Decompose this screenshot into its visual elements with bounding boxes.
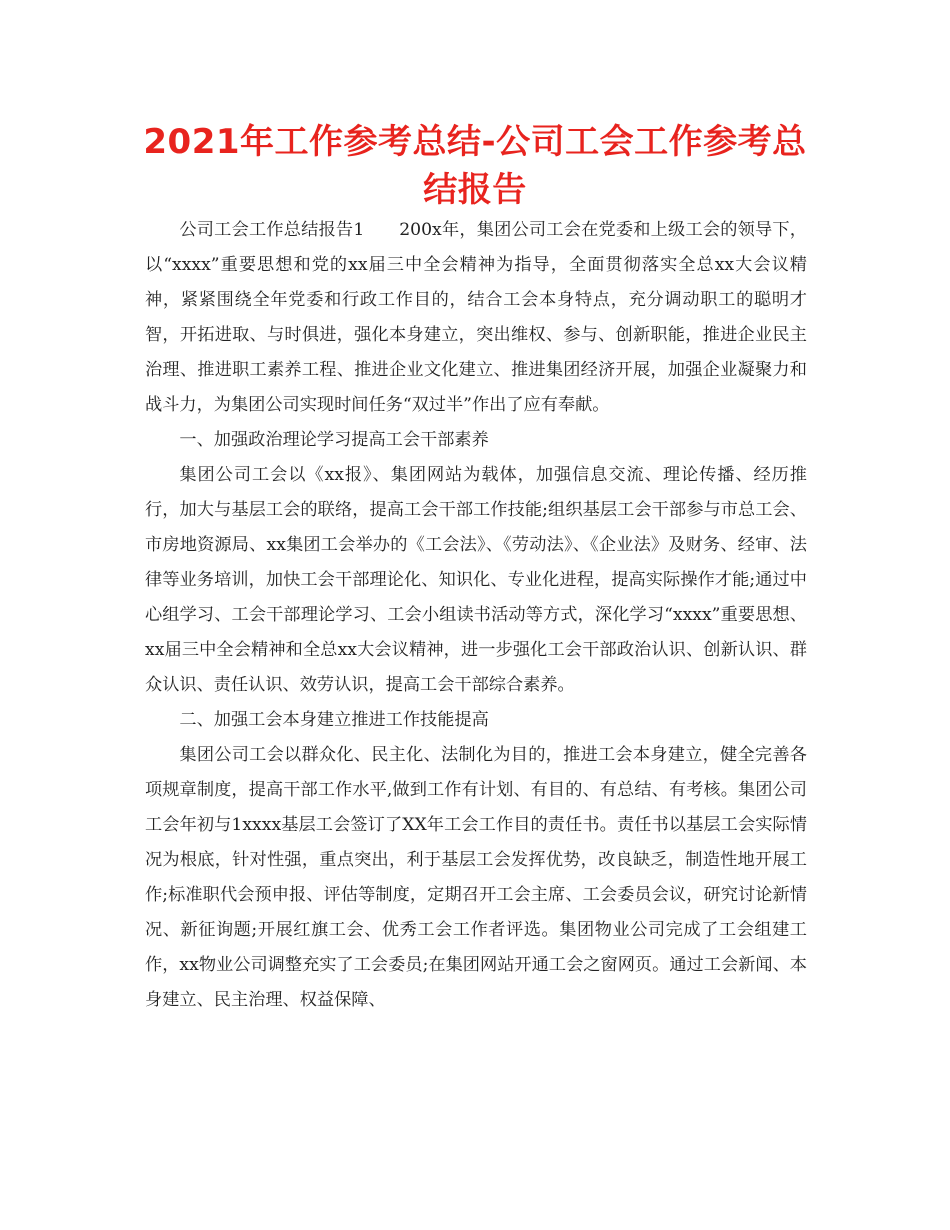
section-heading-1: 一、加强政治理论学习提高工会干部素养 xyxy=(179,430,489,450)
document-body xyxy=(145,213,807,1018)
section-heading-2: 二、加强工会本身建立推进工作技能提高 xyxy=(179,710,489,730)
section-1-paragraph: 集团公司工会以《xx报》、集团网站为载体，加强信息交流、理论传播、经历推行，加大与基层工会的联络，提高工会干部工作技能;组织基层工会干部参与市总工会、市房地资源局、xx集团工会举办的《工会法》、《劳动法》、《企业法》及财务、经审、法律等业务培训，加快工会干部理论化、知识化、专业化进程，提高实际操作才能;通过中心组学习、工会干部理论学习、工会小组读书活动等方式，深化学习“xxxx”重要思想、xx届三中全会精神和全总xx大会议精神，进一步强化工会干部政治认识、创新认识、群众认识、责任认识、效劳认识，提高工会干部综合素养。 xyxy=(145,465,807,695)
intro-paragraph: 公司工会工作总结报告1 200x年，集团公司工会在党委和上级工会的领导下，以“xxxx”重要思想和党的xx届三中全会精神为指导，全面贯彻落实全总xx大会议精神，紧紧围绕全年党委和行政工作目的，结合工会本身特点，充分调动职工的聪明才智，开拓进取、与时俱进，强化本身建立，突出维权、参与、创新职能，推进企业民主治理、推进职工素养工程、推进企业文化建立、推进集团经济开展，加强企业凝聚力和战斗力，为集团公司实现时间任务“双过半”作出了应有奉献。 xyxy=(145,220,807,415)
section-2-paragraph: 集团公司工会以群众化、民主化、法制化为目的，推进工会本身建立，健全完善各项规章制度，提高干部工作水平,做到工作有计划、有目的、有总结、有考核。集团公司工会年初与1xxxx基层工会签订了XX年工会工作目的责任书。责任书以基层工会实际情况为根底，针对性强，重点突出，利于基层工会发挥优势，改良缺乏，制造性地开展工作;标准职代会预申报、评估等制度，定期召开工会主席、工会委员会议，研究讨论新情况、新征询题;开展红旗工会、优秀工会工作者评选。集团物业公司完成了工会组建工作，xx物业公司调整充实了工会委员;在集团网站开通工会之窗网页。通过工会新闻、本身建立、民主治理、权益保障、 xyxy=(145,745,807,1010)
document-title: 2021年工作参考总结-公司工会工作参考总结报告 xyxy=(143,122,807,210)
